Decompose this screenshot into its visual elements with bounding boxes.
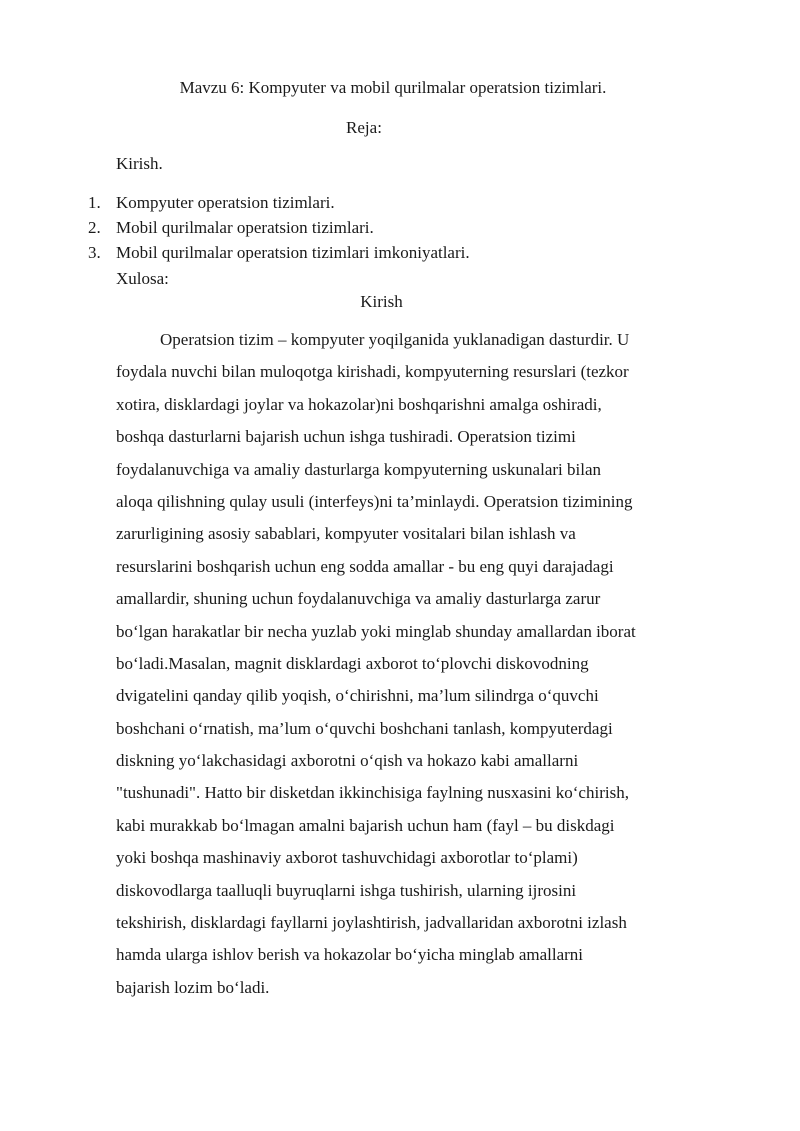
plan-item-text: Kompyuter operatsion tizimlari. [116, 193, 335, 212]
paragraph-line: tekshirish, disklardagi fayllarni joylashtirish, jadvallaridan axborotni izlash [116, 913, 627, 933]
plan-list [88, 193, 470, 268]
paragraph-line: dvigatelini qanday qilib yoqish, o‘chirishni, ma’lum silindrga o‘quvchi [116, 686, 599, 706]
paragraph-line: foydala nuvchi bilan muloqotga kirishadi, kompyuterning resurslari (tezkor [116, 362, 629, 382]
section-heading: Kirish [360, 292, 403, 311]
paragraph-line: boshqa dasturlarni bajarish uchun ishga tushiradi. Operatsion tizimi [116, 427, 576, 447]
document-title: Mavzu 6: Kompyuter va mobil qurilmalar operatsion tizimlari. [179, 78, 607, 97]
paragraph-line: bo‘lgan harakatlar bir necha yuzlab yoki minglab shunday amallardan iborat [116, 621, 636, 641]
paragraph-line: xotira, disklardagi joylar va hokazolar)ni boshqarishni amalga oshiradi, [116, 394, 602, 414]
paragraph-line: resurslarini boshqarish uchun eng sodda amallar - bu eng quyi darajadagi [116, 556, 614, 576]
plan-heading: Reja: [346, 118, 382, 137]
plan-list-item [88, 193, 470, 218]
paragraph-line: bo‘ladi.Masalan, magnit disklardagi axborot to‘plovchi diskovodning [116, 653, 589, 673]
plan-conclusion-item: Xulosa: [116, 269, 169, 288]
paragraph-line: aloqa qilishning qulay usuli (interfeys)ni ta’minlaydi. Operatsion tizimining [116, 491, 633, 511]
paragraph-line: diskovodlarga taalluqli buyruqlarni ishga tushirish, ularning ijrosini [116, 880, 577, 900]
paragraph-line: diskning yo‘lakchasidagi axborotni o‘qish va hokazo kabi amallarni [116, 751, 579, 771]
plan-item-text: Mobil qurilmalar operatsion tizimlari imkoniyatlari. [116, 243, 470, 262]
paragraph-line: boshchani o‘rnatish, ma’lum o‘quvchi boshchani tanlash, kompyuterdagi [116, 718, 613, 738]
paragraph-line: "tushunadi". Hatto bir disketdan ikkinchisiga faylning nusxasini ko‘chirish, [116, 783, 629, 803]
plan-item-number: 3. [88, 243, 101, 262]
body-paragraph [116, 330, 716, 1010]
paragraph-line: zarurligining asosiy sabablari, kompyuter vositalari bilan ishlash va [116, 524, 576, 544]
paragraph-line: kabi murakkab bo‘lmagan amalni bajarish uchun ham (fayl – bu diskdagi [116, 815, 615, 835]
paragraph-line: yoki boshqa mashinaviy axborot tashuvchidagi axborotlar to‘plami) [116, 848, 578, 868]
plan-item-text: Mobil qurilmalar operatsion tizimlari. [116, 218, 374, 237]
plan-list-item [88, 243, 470, 268]
paragraph-line: Operatsion tizim – kompyuter yoqilganida yuklanadigan dasturdir. U [160, 330, 630, 349]
plan-intro-item: Kirish. [116, 154, 163, 173]
plan-item-number: 2. [88, 218, 101, 237]
paragraph-line: foydalanuvchiga va amaliy dasturlarga kompyuterning uskunalari bilan [116, 459, 601, 479]
paragraph-line: bajarish lozim bo‘ladi. [116, 977, 270, 997]
plan-list-item [88, 218, 470, 243]
paragraph-line: amallardir, shuning uchun foydalanuvchiga va amaliy dasturlarga zarur [116, 589, 601, 609]
plan-item-number: 1. [88, 193, 101, 212]
paragraph-line: hamda ularga ishlov berish va hokazolar bo‘yicha minglab amallarni [116, 945, 584, 965]
